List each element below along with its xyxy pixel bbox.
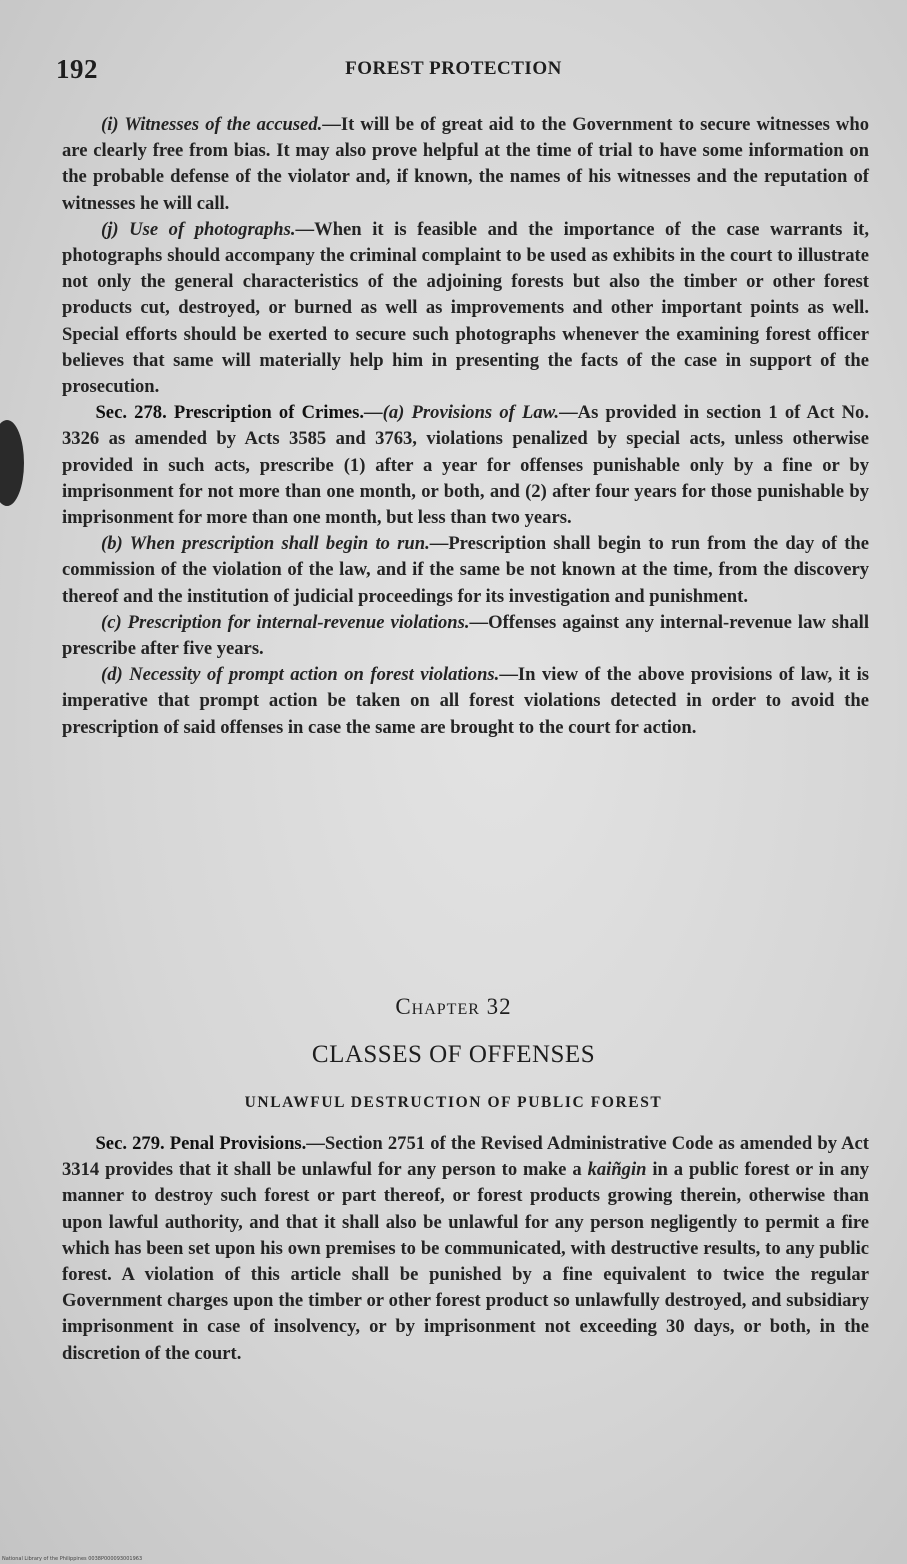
paragraph-j-label: (j) Use of photographs. [101,218,296,240]
paragraph-j-text: —When it is feasible and the importance of the case warrants it, photographs should accompany the criminal complaint to be used as exhibits in the court to illustrate not only the general characteristics of the adjoining forests but also the timber or other forest products cut, destroyed, or burned as well as improvements and other important points as well. Special efforts should be exerted to secure such photographs whenever the examining forest officer believes that same will materially help him in presenting the facts of the case in support of the prosecution. [62,218,869,398]
paragraph-i-label: (i) Witnesses of the accused. [101,114,323,135]
paragraph-c-label: (c) Prescription for internal-revenue violations. [101,611,470,633]
paragraph-c-text: —Offenses against any internal-revenue law shall prescribe after five years. [62,611,869,660]
section-279 [62,1131,869,1367]
paragraph-d [62,662,869,741]
section-279-text-after: in a public forest or in any manner to destroy such forest or part thereof, or forest products growing therein, otherwise than upon lawful authority, and that it shall also be unlawful for any person negligently to permit a fire which has been set upon his own premises to be communicated, with destructive results, to any public forest. A violation of this article shall be punished by a fine equivalent to twice the regular Government charges upon the timber or other forest product so unlawfully destroyed, and subsidiary imprisonment in case of insolvency, or by imprisonment not exceeding 30 days, or both, in the discretion of the court. [62,1159,869,1364]
body-text-bottom [62,1131,869,1367]
paragraph-b-text: —Prescription shall begin to run from the day of the commission of the violation of the law, and if the same be not known at the time, from the discovery thereof and the institution of judicial proceedings for its investigation and punishment. [62,533,869,607]
section-278 [62,400,869,531]
body-text-top [62,112,869,741]
binding-hole-mark [0,420,24,506]
paragraph-i [62,112,869,217]
page-number: 192 [56,54,98,84]
paragraph-d-text: —In view of the above provisions of law, it is imperative that prompt action be taken on all forest violations detected in order to avoid the prescription of said offenses in case the same are brought to the court for action. [62,664,869,738]
paragraph-b [62,531,869,610]
section-278-sublabel: —(a) Provisions of Law. [364,402,560,424]
section-279-text-before: —Section 2751 of the Revised Administrative Code as amended by Act 3314 provides that it shall be unlawful for any person to make a [62,1133,869,1181]
paragraph-b-label: (b) When prescription shall begin to run. [101,533,430,555]
paragraph-c [62,610,869,662]
section-278-heading: Sec. 278. Prescription of Crimes. [95,402,365,424]
library-footer-note: National Library of the Philippines 0038P000093001963 [2,1556,143,1562]
paragraph-d-label: (d) Necessity of prompt action on forest violations. [101,664,500,686]
section-279-heading: Sec. 279. Penal Provisions. [95,1133,307,1154]
paragraph-i-text: —It will be of great aid to the Government to secure witnesses who are clearly free from bias. It may also prove helpful at the time of trial to have some information on the probable defense of the violator and, if known, the names of his witnesses and the reputation of witnesses he will call. [62,114,869,214]
paragraph-j [62,217,869,400]
section-subhead: UNLAWFUL DESTRUCTION OF PUBLIC FOREST [244,1094,663,1111]
section-278-text: —As provided in section 1 of Act No. 3326 as amended by Acts 3585 and 3763, violations penalized by special acts, unless otherwise provided in such acts, prescribe (1) after a year for offenses punishable only by a fine or by imprisonment for not more than one month, or both, and (2) after four years for those punishable by imprisonment for more than one month, but less than two years. [62,402,869,529]
chapter-label: Chapter 32 [395,994,512,1019]
chapter-title: CLASSES OF OFFENSES [311,1041,596,1068]
running-head: FOREST PROTECTION [345,58,562,79]
section-279-italic-term: kaiñgin [587,1159,647,1181]
